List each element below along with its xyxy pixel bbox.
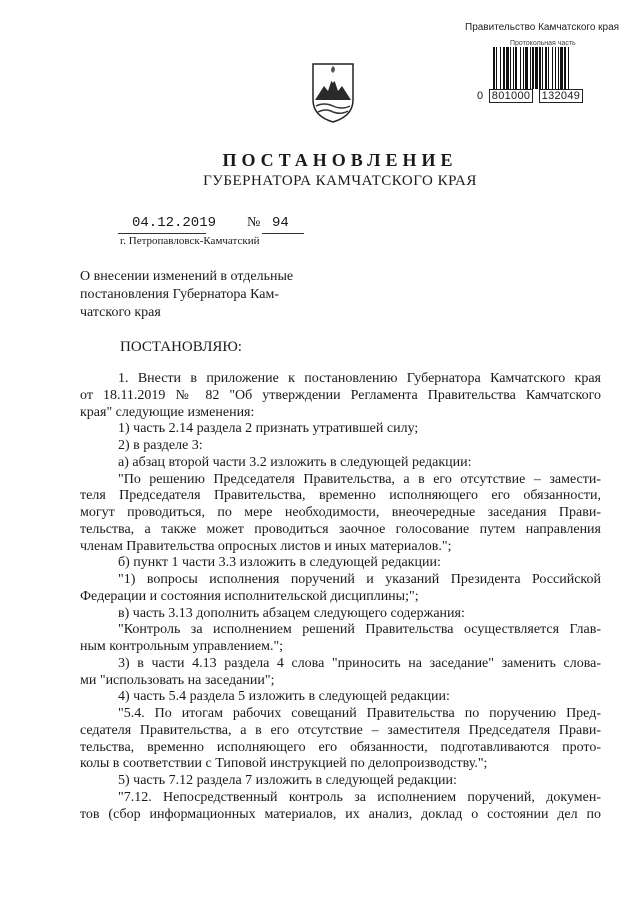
barcode-bar bbox=[500, 47, 501, 89]
document-date: 04.12.2019 bbox=[132, 215, 217, 231]
barcode-bar bbox=[530, 47, 531, 89]
barcode-bar bbox=[535, 47, 538, 89]
body-line: "7.12. Непосредственный контроль за исполнением поручений, докумен- bbox=[118, 789, 601, 805]
barcode-bar bbox=[513, 47, 514, 89]
document-number: 94 bbox=[272, 215, 289, 231]
body-line: 4) часть 5.4 раздела 5 изложить в следующей редакции: bbox=[118, 689, 450, 705]
body-line: теля Председателя Правительства, временно исполняющего его обязанности, bbox=[80, 488, 601, 504]
body-line: тельства, временно исполняющего его обязанности, подготавливаются прото- bbox=[80, 739, 601, 755]
body-line: 1. Внести в приложение к постановлению Губернатора Камчатского края bbox=[118, 371, 601, 386]
body-line: 3) в части 4.13 раздела 4 слова "приносить на заседание" заменить слова- bbox=[118, 655, 601, 671]
body-line: Федерации и состояния исполнительской дисциплины;"; bbox=[80, 588, 419, 604]
body-line: "1) вопросы исполнения поручений и указаний Президента Российской bbox=[118, 572, 601, 587]
barcode-bar bbox=[520, 47, 521, 89]
barcode-bar bbox=[496, 47, 497, 89]
document-city: г. Петропавловск-Камчатский bbox=[120, 235, 260, 247]
barcode-bar bbox=[532, 47, 534, 89]
document-title: ПОСТАНОВЛЕНИЕ bbox=[222, 150, 458, 170]
body-line: членам Правительства опросных листов и иных материалов."; bbox=[80, 538, 452, 554]
barcode-digit-group-2: 132049 bbox=[539, 89, 584, 103]
body-line: а) абзац второй части 3.2 изложить в следующей редакции: bbox=[118, 454, 472, 470]
barcode-bar bbox=[510, 47, 511, 89]
barcode-bar bbox=[506, 47, 509, 89]
barcode-bar bbox=[558, 47, 559, 89]
number-underline bbox=[262, 233, 304, 234]
decree-word: ПОСТАНОВЛЯЮ: bbox=[120, 339, 242, 355]
barcode-bar bbox=[539, 47, 541, 89]
document-subtitle: ГУБЕРНАТОРА КАМЧАТСКОГО КРАЯ bbox=[203, 173, 477, 189]
body-line: могут проводиться, по мере необходимости, внеочередные заседания Прави- bbox=[80, 505, 601, 520]
subject-line: чатского края bbox=[80, 305, 161, 320]
body-line: "5.4. По итогам рабочих совещаний Правительства по поручению Пред- bbox=[118, 706, 601, 721]
barcode-image bbox=[492, 47, 604, 89]
date-underline bbox=[118, 233, 206, 234]
barcode-bar bbox=[545, 47, 547, 89]
body-line: седателя Правительства, а в его отсутствие – заместителя Председателя Прави- bbox=[80, 722, 601, 738]
body-line: 1) часть 2.14 раздела 2 признать утратившей силу; bbox=[118, 421, 419, 437]
body-line: тов (сбор информационных материалов, их анализ, доклад о состоянии дел по bbox=[80, 806, 601, 822]
barcode-bar bbox=[564, 47, 566, 89]
coat-of-arms-icon bbox=[310, 60, 356, 124]
barcode-bar bbox=[552, 47, 553, 89]
body-line: от 18.11.2019 № 82 "Об утверждении Регламента Правительства Камчатского bbox=[80, 387, 601, 403]
barcode-bar bbox=[568, 47, 569, 89]
barcode-bar bbox=[523, 47, 524, 89]
registration-stamp-part: Протокольная часть bbox=[510, 40, 576, 47]
body-line: колы в соответствии с Типовой инструкцией по делопроизводству."; bbox=[80, 756, 488, 772]
barcode-bar bbox=[515, 47, 517, 89]
registration-stamp-org: Правительство Камчатского края bbox=[465, 22, 620, 33]
barcode-bar bbox=[555, 47, 556, 89]
barcode-bar bbox=[503, 47, 505, 89]
body-line: ми "использовать на заседании"; bbox=[80, 672, 275, 688]
body-line: 5) часть 7.12 раздела 7 изложить в следующей редакции: bbox=[118, 773, 457, 788]
barcode-number bbox=[477, 90, 583, 102]
barcode-bar bbox=[542, 47, 543, 89]
subject-line: постановления Губернатора Кам- bbox=[80, 287, 280, 302]
document-subject bbox=[80, 268, 320, 322]
body-line: в) часть 3.13 дополнить абзацем следующего содержания: bbox=[118, 605, 465, 621]
barcode-bar bbox=[560, 47, 563, 89]
barcode-bar bbox=[493, 47, 495, 89]
body-line: 2) в разделе 3: bbox=[118, 438, 203, 453]
document-body bbox=[80, 371, 601, 823]
barcode-digit-group-1: 801000 bbox=[489, 89, 534, 103]
body-line: "По решению Председателя Правительства, а в его отсутствие – замести- bbox=[118, 471, 601, 487]
barcode-digit-0: 0 bbox=[477, 90, 484, 102]
body-line: ным контрольным управлением."; bbox=[80, 639, 284, 654]
subject-line: О внесении изменений в отдельные bbox=[80, 269, 294, 284]
body-line: края" следующие изменения: bbox=[80, 404, 255, 420]
body-line: тельства, а также может проводиться заочное голосование путем направления bbox=[80, 521, 601, 537]
number-sign: № bbox=[247, 215, 261, 230]
body-line: б) пункт 1 части 3.3 изложить в следующей редакции: bbox=[118, 555, 441, 571]
barcode-bar bbox=[525, 47, 528, 89]
body-line: "Контроль за исполнением решений Правительства осуществляется Глав- bbox=[118, 622, 601, 638]
barcode-bar bbox=[548, 47, 549, 89]
